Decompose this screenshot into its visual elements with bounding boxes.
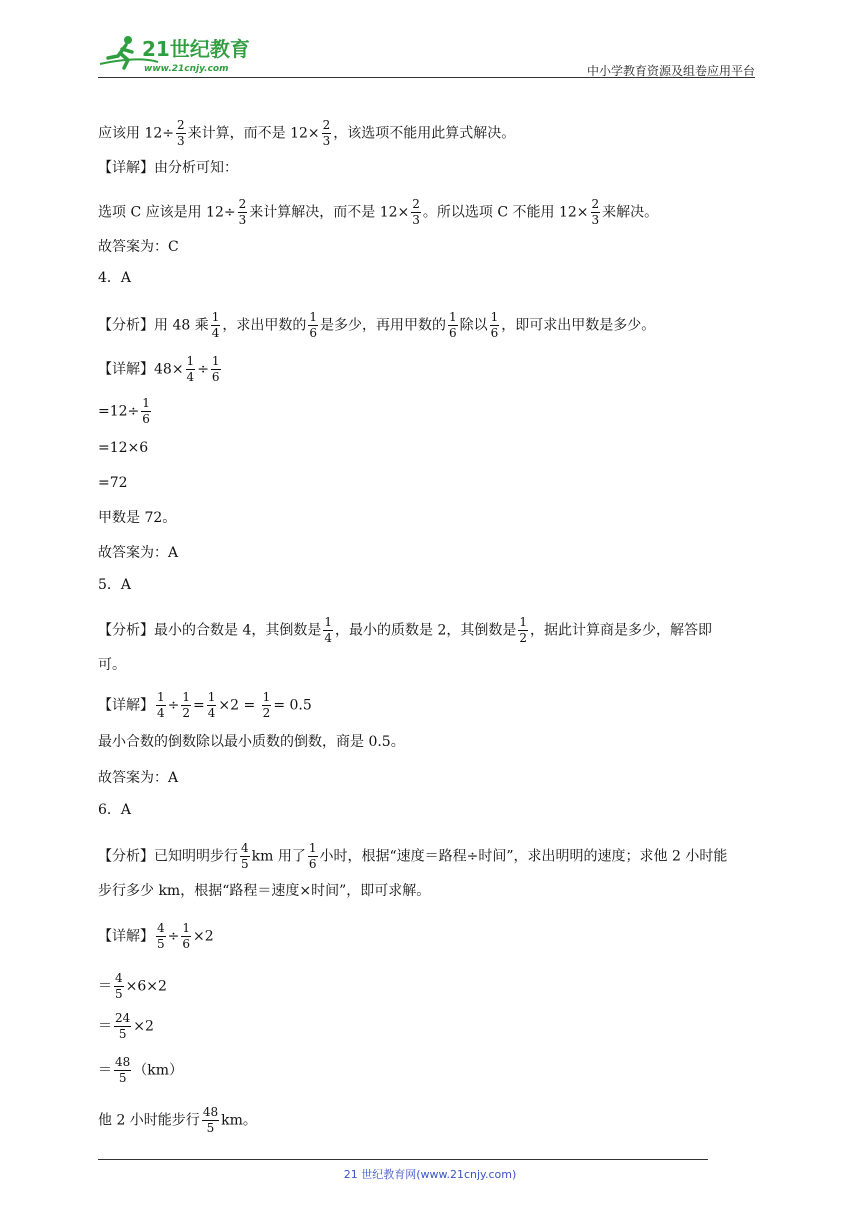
fraction (211, 310, 221, 341)
fraction (114, 1011, 131, 1042)
fraction-numerator: 1 (186, 354, 195, 368)
text-segment: 【分析】已知明明步行 (98, 848, 238, 865)
text-segment: 【分析】用 48 乘 (98, 317, 209, 334)
text-line (98, 158, 238, 178)
fraction-denominator: 5 (118, 1071, 127, 1085)
text-line (98, 508, 176, 528)
fraction-numerator: 1 (449, 310, 457, 324)
text-line (98, 768, 178, 788)
fraction-numerator: 1 (207, 690, 216, 704)
fraction-numerator: 4 (115, 971, 123, 985)
fraction-numerator: 48 (115, 1055, 131, 1069)
fraction (181, 921, 191, 952)
logo-runner-icon (98, 34, 258, 74)
fraction (176, 118, 186, 149)
text-segment: ，即可求出甲数是多少。 (501, 317, 656, 334)
text-segment: 故答案为：C (98, 239, 179, 255)
text-line (98, 1105, 257, 1135)
fraction (186, 354, 196, 385)
fraction-numerator: 1 (182, 690, 191, 704)
text-segment: 【详解】由分析可知： (98, 160, 238, 176)
fraction-denominator: 6 (490, 326, 499, 340)
text-segment: 【详解】 (98, 928, 154, 945)
fraction-numerator: 1 (490, 310, 499, 324)
text-segment: = (193, 697, 205, 714)
fraction (308, 841, 318, 872)
text-line (98, 1011, 154, 1041)
text-line (98, 921, 214, 951)
text-line (98, 615, 712, 645)
text-segment: 小时，根据“速度＝路程÷时间”，求出明明的速度；求他 2 小时能 (319, 848, 728, 865)
text-segment: ×6×2 (125, 978, 167, 995)
fraction-numerator: 1 (309, 310, 317, 324)
text-segment: 来解决。 (602, 204, 659, 221)
text-segment: ×2 = (218, 697, 260, 714)
fraction-denominator: 3 (177, 134, 185, 148)
fraction-denominator: 3 (591, 213, 600, 227)
fraction-denominator: 5 (157, 937, 165, 951)
fraction-denominator: 4 (207, 706, 216, 720)
footer-text: 21 世纪教育网(www.21cnjy.com) (343, 1168, 517, 1181)
text-segment: 最小合数的倒数除以最小质数的倒数，商是 0.5。 (98, 734, 405, 750)
fraction-numerator: 48 (202, 1105, 219, 1119)
fraction-numerator: 1 (308, 841, 317, 855)
text-line (98, 473, 128, 493)
text-segment: 可。 (98, 657, 126, 673)
fraction-denominator: 6 (309, 326, 317, 340)
text-line (98, 841, 728, 871)
text-line (98, 881, 430, 901)
text-segment: km 用了 (251, 848, 306, 865)
text-line (98, 575, 131, 595)
text-segment: 6．A (98, 802, 132, 818)
fraction-denominator: 5 (206, 1121, 215, 1135)
fraction (114, 971, 124, 1002)
fraction-numerator: 2 (591, 197, 600, 211)
fraction-denominator: 6 (182, 937, 191, 951)
text-segment: 4．A (98, 270, 132, 286)
text-segment: 甲数是 72。 (98, 510, 177, 526)
text-segment: 来计算，而不是 12× (187, 125, 320, 142)
text-line (98, 543, 178, 563)
text-segment: 5．A (98, 577, 132, 593)
text-segment: =72 (98, 475, 128, 491)
text-segment: 。所以选项 C 不能用 12× (422, 204, 589, 221)
text-segment: ×2 (193, 928, 214, 945)
fraction (518, 615, 528, 646)
fraction-denominator: 4 (324, 631, 332, 645)
fraction (240, 841, 250, 872)
fraction-denominator: 2 (519, 631, 527, 645)
text-line (98, 268, 131, 288)
fraction-denominator: 3 (322, 134, 331, 148)
footer-divider (98, 1159, 708, 1160)
text-segment: ，求出甲数的 (222, 317, 307, 334)
text-segment: km。 (221, 1112, 257, 1129)
fraction-numerator: 1 (182, 921, 191, 935)
fraction-numerator: 1 (519, 615, 527, 629)
fraction-denominator: 6 (449, 326, 457, 340)
fraction (156, 690, 166, 721)
fraction-denominator: 3 (238, 213, 247, 227)
fraction-numerator: 2 (322, 118, 331, 132)
fraction (323, 615, 333, 646)
fraction-numerator: 2 (238, 197, 247, 211)
text-segment: =12×6 (98, 440, 149, 456)
fraction-denominator: 2 (182, 706, 191, 720)
fraction (156, 921, 166, 952)
logo (98, 34, 258, 74)
text-segment: 【详解】48× (98, 361, 184, 378)
header-site-name: 中小学教育资源及组卷应用平台 (586, 64, 755, 78)
logo-text: 21世纪教育 (142, 37, 250, 61)
fraction-numerator: 2 (177, 118, 185, 132)
text-segment: ＝ (98, 1062, 112, 1079)
fraction-numerator: 4 (157, 921, 165, 935)
fraction-denominator: 5 (118, 1027, 127, 1041)
fraction-numerator: 2 (412, 197, 420, 211)
fraction-denominator: 4 (157, 706, 165, 720)
fraction (181, 690, 191, 721)
text-segment: =12÷ (98, 403, 140, 420)
text-segment: ，该选项不能用此算式解决。 (333, 125, 516, 142)
text-segment: 故答案为：A (98, 545, 179, 561)
text-segment: ×2 (133, 1018, 154, 1035)
text-segment: ÷ (167, 697, 180, 714)
fraction-numerator: 1 (142, 396, 150, 410)
fraction-denominator: 2 (262, 706, 271, 720)
fraction (308, 310, 318, 341)
fraction-denominator: 5 (115, 987, 123, 1001)
text-line (98, 197, 659, 227)
text-segment: ＝ (98, 978, 112, 995)
fraction-numerator: 1 (211, 354, 220, 368)
text-line (98, 800, 131, 820)
page-header (98, 30, 755, 78)
logo-url: www.21cnjy.com (144, 64, 229, 74)
fraction (202, 1105, 219, 1136)
text-segment: 【分析】最小的合数是 4，其倒数是 (98, 622, 322, 639)
fraction-denominator: 3 (412, 213, 420, 227)
fraction-denominator: 4 (211, 326, 220, 340)
fraction (207, 690, 217, 721)
text-line (98, 396, 153, 426)
text-segment: ，据此计算商是多少，解答即 (530, 622, 712, 639)
text-line (98, 655, 126, 675)
fraction-denominator: 4 (186, 370, 195, 384)
text-segment: ，最小的质数是 2，其倒数是 (335, 622, 517, 639)
header-divider (98, 77, 755, 78)
text-line (98, 732, 405, 752)
fraction-denominator: 6 (142, 412, 150, 426)
text-segment: ÷ (167, 928, 180, 945)
text-segment: 是多少，再用甲数的 (320, 317, 446, 334)
text-segment: 来计算解决，而不是 12× (249, 204, 410, 221)
text-line (98, 690, 312, 720)
text-line (98, 310, 656, 340)
fraction-denominator: 5 (241, 857, 249, 871)
fraction-denominator: 6 (211, 370, 220, 384)
fraction-numerator: 1 (324, 615, 332, 629)
fraction-numerator: 1 (157, 690, 165, 704)
text-line (98, 438, 148, 458)
text-line (98, 971, 167, 1001)
fraction (141, 396, 151, 427)
fraction (238, 197, 248, 228)
text-segment: = 0.5 (273, 697, 312, 714)
text-line (98, 118, 516, 148)
text-segment: 他 2 小时能步行 (98, 1112, 200, 1129)
text-segment: ＝ (98, 1018, 112, 1035)
fraction-numerator: 1 (262, 690, 271, 704)
text-segment: 步行多少 km，根据“路程＝速度×时间”，即可求解。 (98, 883, 431, 899)
fraction-denominator: 6 (308, 857, 317, 871)
fraction-numerator: 24 (115, 1011, 131, 1025)
text-segment: 选项 C 应该是用 12÷ (98, 204, 236, 221)
text-segment: 【详解】 (98, 697, 154, 714)
text-segment: 除以 (459, 317, 488, 334)
fraction-numerator: 4 (241, 841, 249, 855)
text-segment: ÷ (197, 361, 209, 378)
fraction (114, 1055, 131, 1086)
text-segment: 故答案为：A (98, 770, 179, 786)
text-line (98, 1055, 184, 1085)
fraction (411, 197, 421, 228)
fraction (262, 690, 272, 721)
text-segment: 应该用 12÷ (98, 125, 174, 142)
fraction (490, 310, 500, 341)
fraction (211, 354, 221, 385)
fraction (448, 310, 458, 341)
text-line (98, 237, 179, 257)
text-segment: （km） (133, 1062, 184, 1079)
fraction (322, 118, 332, 149)
fraction-numerator: 1 (211, 310, 220, 324)
fraction (591, 197, 601, 228)
text-line (98, 354, 223, 384)
